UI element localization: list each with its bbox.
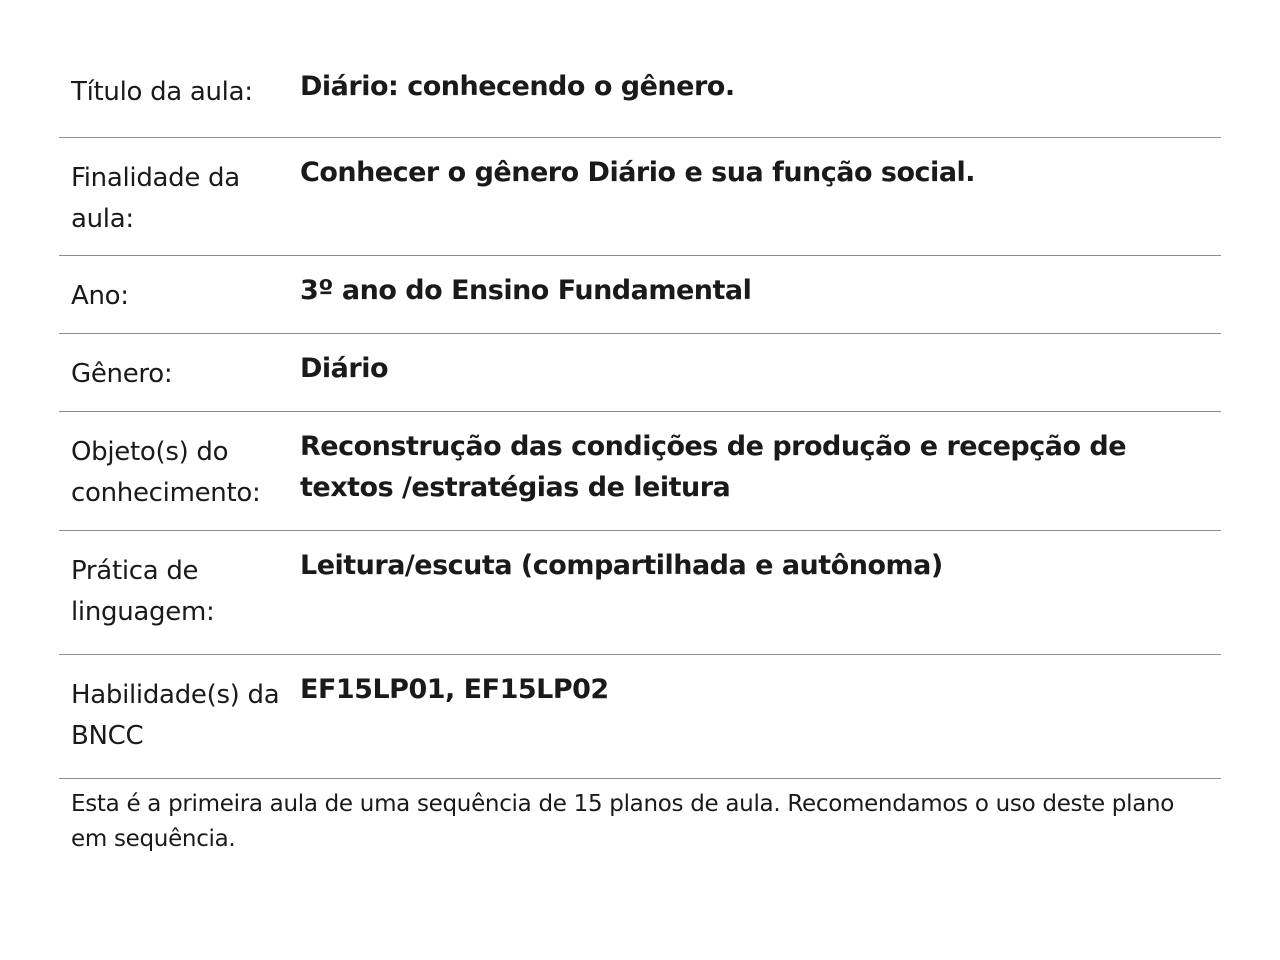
lesson-plan-table <box>59 52 1221 779</box>
knowledge-objects-label: Objeto(s) do conhecimento: <box>71 437 261 508</box>
row-year <box>59 256 1221 334</box>
language-practice-label: Prática de linguagem: <box>71 556 215 627</box>
row-lesson-purpose <box>59 138 1221 256</box>
row-bncc-skills <box>59 655 1221 779</box>
row-genre <box>59 334 1221 412</box>
genre-label: Gênero: <box>71 359 173 389</box>
lesson-purpose-value: Conhecer o gênero Diário e sua função social. <box>300 157 976 188</box>
row-lesson-title <box>59 52 1221 138</box>
genre-value: Diário <box>300 353 389 384</box>
lesson-title-label: Título da aula: <box>71 77 253 107</box>
bncc-skills-value: EF15LP01, EF15LP02 <box>300 674 609 705</box>
bncc-skills-label: Habilidade(s) da BNCC <box>71 680 280 751</box>
lesson-title-value: Diário: conhecendo o gênero. <box>300 71 735 102</box>
year-value: 3º ano do Ensino Fundamental <box>300 275 752 306</box>
row-language-practice <box>59 531 1221 655</box>
knowledge-objects-value: Reconstrução das condições de produção e recepção de textos /estratégias de leitura <box>300 431 1127 503</box>
row-knowledge-objects <box>59 412 1221 531</box>
year-label: Ano: <box>71 281 129 311</box>
language-practice-value: Leitura/escuta (compartilhada e autônoma) <box>300 550 943 581</box>
lesson-purpose-label: Finalidade da aula: <box>71 163 240 234</box>
sequence-note: Esta é a primeira aula de uma sequência de 15 planos de aula. Recomendamos o uso deste plano em sequência. <box>71 791 1175 852</box>
